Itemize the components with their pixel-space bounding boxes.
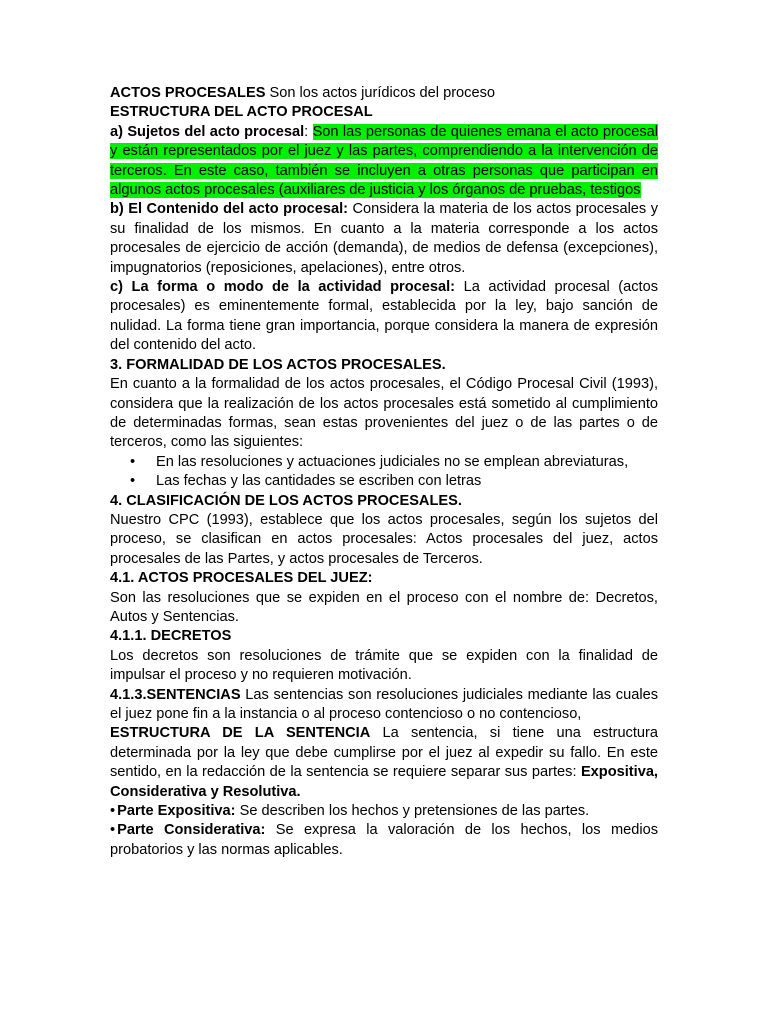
bullet-icon: • (110, 803, 116, 820)
paragraph-formalidad: En cuanto a la formalidad de los actos procesales, el Código Procesal Civil (1993), considera que la realización de los actos procesales está sometido al cumplimiento de determinadas formas, sean estas provenientes del juez o de las partes o de terceros, como las siguientes: (110, 376, 658, 451)
paragraph-parte-considerativa: • Parte Considerativa: Se expresa la valoración de los hechos, los medios probatorios y las normas aplicables. (110, 822, 658, 858)
section-heading-4-1: 4.1. ACTOS PROCESALES DEL JUEZ: (110, 570, 373, 587)
label-forma: c) La forma o modo de la actividad procesal: (110, 279, 456, 296)
section-heading-estructura: ESTRUCTURA DEL ACTO PROCESAL (110, 104, 373, 121)
document-body (110, 84, 658, 860)
sentence-parts-list: Expositiva, Considerativa y Resolutiva. (110, 764, 658, 800)
intro-heading: ACTOS PROCESALES (110, 85, 266, 101)
label-sentencias: 4.1.3.SENTENCIAS (110, 686, 241, 703)
label-estructura-sentencia: ESTRUCTURA DE LA SENTENCIA (110, 725, 371, 742)
label-contenido: b) El Contenido del acto procesal: (110, 201, 349, 218)
paragraph-estructura-sentencia: ESTRUCTURA DE LA SENTENCIA La sentencia, si tiene una estructura determinada por la ley que debe cumplirse por el juez al expedir su fallo. En este sentido, en la redacción de la sentencia se requiere separar sus partes: Expositiva, Considerativa y Resolutiva. (110, 725, 658, 800)
label-parte-expositiva: Parte Expositiva: (117, 803, 236, 820)
bullet-icon: • (110, 822, 116, 839)
section-heading-4-1-1: 4.1.1. DECRETOS (110, 628, 232, 645)
highlighted-text: Son las personas de quienes emana el acto procesal y están representados por el juez y las partes, comprendiendo a la intervención de terceros. En este caso, también se incluyen a otras personas que participan en algunos actos procesales (auxiliares de justicia y los órganos de pruebas, testigos (110, 123, 658, 199)
paragraph-contenido: b) El Contenido del acto procesal: Considera la materia de los actos procesales y su finalidad de los mismos. En cuanto a la materia corresponde a los actos procesales de ejercicio de acción (demanda), de medios de defensa (excepciones), impugnatorios (reposiciones, apelaciones), entre otros. (110, 201, 658, 276)
paragraph-clasificacion: Nuestro CPC (1993), establece que los actos procesales, según los sujetos del proceso, se clasifican en actos procesales: Actos procesales del juez, actos procesales de las Partes, y actos procesales de Terceros. (110, 511, 658, 567)
list-item: • En las resoluciones y actuaciones judiciales no se emplean abreviaturas, (156, 453, 658, 472)
intro-paragraph (110, 84, 658, 103)
paragraph-actos-juez: Son las resoluciones que se expiden en el proceso con el nombre de: Decretos, Autos y Sentencias. (110, 589, 658, 625)
list-item: • Las fechas y las cantidades se escriben con letras (156, 472, 658, 491)
bullet-list (110, 453, 658, 492)
section-heading-4: 4. CLASIFICACIÓN DE LOS ACTOS PROCESALES. (110, 492, 462, 509)
section-heading-3: 3. FORMALIDAD DE LOS ACTOS PROCESALES. (110, 356, 446, 373)
label-sujetos: a) Sujetos del acto procesal (110, 123, 305, 140)
paragraph-sentencias: 4.1.3.SENTENCIAS Las sentencias son resoluciones judiciales mediante las cuales el juez pone fin a la instancia o al proceso contencioso o no contencioso, (110, 686, 658, 722)
paragraph-parte-expositiva: • Parte Expositiva: Se describen los hechos y pretensiones de las partes. (110, 803, 590, 820)
intro-text: Son los actos jurídicos del proceso (265, 85, 496, 101)
paragraph-forma: c) La forma o modo de la actividad procesal: La actividad procesal (actos procesales) es eminentemente formal, establecida por la ley, bajo sanción de nulidad. La forma tiene gran importancia, porque considera la manera de expresión del contenido del acto. (110, 279, 659, 354)
paragraph-decretos: Los decretos son resoluciones de trámite que se expiden con la finalidad de impulsar el proceso y no requieren motivación. (110, 647, 658, 684)
paragraph-sujetos: a) Sujetos del acto procesal: Son las personas de quienes emana el acto procesal y están representados por el juez y las partes, comprendiendo a la intervención de terceros. En este caso, también se incluyen a otras personas que participan en algunos actos procesales (auxiliares de justicia y los órganos de pruebas, testigos (110, 123, 658, 199)
label-parte-considerativa: Parte Considerativa: (117, 822, 266, 839)
